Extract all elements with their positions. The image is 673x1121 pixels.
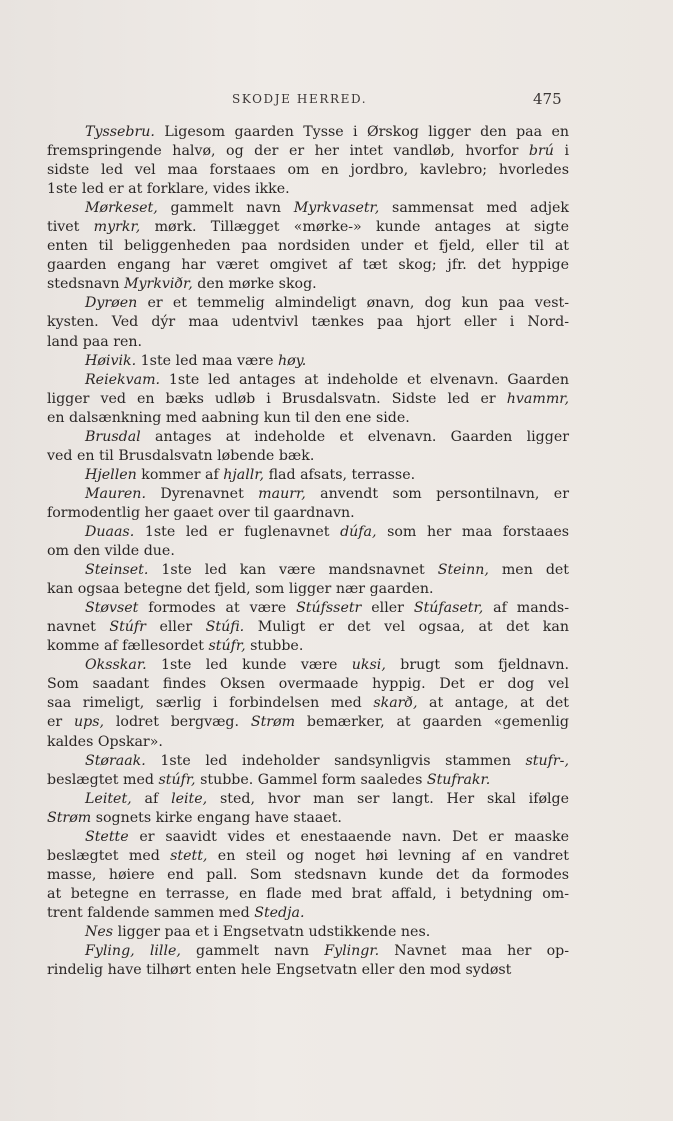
- text-line: [47, 942, 569, 961]
- italic-term: Stufrakr.: [426, 771, 491, 788]
- italic-term: Stúfi.: [205, 619, 245, 636]
- text-run: enten til beliggenheden paa nordsiden under et fjeld, eller til at: [47, 238, 569, 255]
- text-line: [47, 904, 569, 923]
- italic-term: myrkr,: [93, 219, 141, 236]
- text-run: at betegne en terrasse, en flade med brat affald, i betydning om-: [47, 885, 569, 902]
- italic-term: Tyssebru.: [85, 124, 155, 140]
- text-line: [47, 961, 569, 980]
- text-run: er et temmelig almindeligt ønavn, dog kun paa vest-: [137, 295, 569, 312]
- entry-hoivik: [47, 352, 569, 371]
- entry-mauren: [47, 485, 569, 523]
- text-line: [47, 733, 569, 752]
- italic-term: Støvset: [85, 600, 139, 617]
- text-run: masse, høiere end pall. Som stedsnavn kunde det da formodes: [47, 866, 569, 883]
- italic-term: Stúfssetr: [296, 600, 362, 617]
- italic-term: maurr,: [258, 485, 306, 502]
- text-run: komme af fællesordet: [47, 638, 209, 655]
- text-line: [47, 847, 569, 866]
- text-run: beslægtet med: [47, 847, 171, 864]
- italic-term: brú: [528, 143, 554, 160]
- text-line: [47, 313, 569, 332]
- text-run: lodret bergvæg.: [104, 714, 251, 731]
- text-line: [47, 713, 569, 732]
- text-line: [47, 123, 569, 142]
- entry-steinset: [47, 561, 569, 599]
- italic-term: Myrkvasetr,: [293, 200, 380, 217]
- text-run: som her maa forstaaes: [376, 523, 569, 540]
- page-header: [0, 88, 673, 110]
- text-run: flad afsats, terrasse.: [264, 466, 416, 483]
- text-run: eller: [145, 619, 206, 636]
- text-run: stedsnavn: [47, 276, 124, 293]
- text-line: [47, 580, 569, 599]
- text-run: gaarden engang har været omgivet af tæt skog; jfr. det hyppige: [47, 257, 569, 274]
- text-run: kysten. Ved dýr maa udentvivl tænkes paa hjort eller i Nord-: [47, 314, 569, 331]
- text-run: sammensat med adjek: [379, 200, 569, 217]
- italic-term: Fylingr.: [324, 943, 380, 960]
- text-line: [47, 618, 569, 637]
- italic-term: ups,: [74, 714, 105, 731]
- text-run: Som saadant findes Oksen overmaade hyppig. Det er dog vel: [47, 676, 569, 693]
- text-line: [47, 542, 569, 561]
- text-line: [47, 371, 569, 390]
- text-run: stubbe.: [245, 638, 304, 655]
- text-run: kan ogsaa betegne det fjeld, som ligger nær gaarden.: [47, 581, 434, 598]
- text-line: [47, 485, 569, 504]
- italic-term: Stúfr: [109, 619, 146, 636]
- italic-term: Stúfasetr,: [413, 600, 484, 617]
- entry-dyroen: [47, 294, 569, 351]
- italic-term: hvammr,: [506, 390, 569, 407]
- text-run: 1ste led kan være mandsnavnet: [148, 562, 438, 579]
- entry-tyssebru: [47, 123, 569, 199]
- italic-term: stufr-,: [525, 752, 569, 769]
- text-run: 1ste led indeholder sandsynligvis stammen: [145, 752, 526, 769]
- text-line: [47, 237, 569, 256]
- italic-term: hjallr,: [223, 466, 265, 483]
- page-number: 475: [533, 90, 562, 108]
- text-line: [47, 523, 569, 542]
- text-run: brugt som fjeldnavn.: [385, 657, 569, 674]
- text-run: tivet: [47, 219, 94, 236]
- italic-term: Myrkviðr,: [124, 276, 193, 293]
- text-line: [47, 352, 569, 371]
- text-run: 1ste led antages at indeholde et elvenavn. Gaarden: [160, 371, 569, 388]
- text-line: [47, 333, 569, 352]
- text-line: [47, 675, 569, 694]
- text-line: [47, 447, 569, 466]
- text-line: [47, 809, 569, 828]
- text-line: [47, 390, 569, 409]
- text-line: [47, 504, 569, 523]
- entry-hjellen: [47, 466, 569, 485]
- text-line: [47, 466, 569, 485]
- text-run: beslægtet med: [47, 771, 159, 788]
- italic-term: Mørkeset,: [85, 200, 158, 217]
- text-line: [47, 142, 569, 161]
- entry-storaak: [47, 752, 569, 790]
- text-line: [47, 828, 569, 847]
- running-title: SKODJE HERRED.: [232, 92, 368, 106]
- text-line: [47, 218, 569, 237]
- text-line: [47, 409, 569, 428]
- text-run: land paa ren.: [47, 333, 143, 350]
- entry-morkeset: [47, 199, 569, 294]
- text-run: af: [131, 790, 172, 807]
- text-run: Ligesom gaarden Tysse i Ørskog ligger den paa en: [154, 124, 569, 140]
- text-line: [47, 656, 569, 675]
- text-line: [47, 790, 569, 809]
- text-line: [47, 294, 569, 313]
- text-line: [47, 771, 569, 790]
- text-run: gammelt navn: [157, 200, 294, 217]
- italic-term: stúfr,: [208, 638, 246, 655]
- italic-term: Stedja.: [254, 904, 305, 921]
- text-run: om den vilde due.: [47, 543, 175, 560]
- text-line: [47, 561, 569, 580]
- entry-fyling: [47, 942, 569, 980]
- italic-term: Leitet,: [85, 790, 132, 807]
- italic-term: Strøm: [250, 714, 296, 731]
- entry-stovset: [47, 599, 569, 656]
- italic-term: Stette: [85, 828, 129, 845]
- text-run: kaldes Opskar».: [47, 733, 163, 750]
- italic-term: Oksskar.: [85, 657, 147, 674]
- text-run: 1ste led kunde være: [146, 657, 352, 674]
- text-line: [47, 180, 569, 199]
- text-run: af mands-: [483, 600, 569, 617]
- italic-term: Dyrøen: [85, 295, 138, 312]
- entry-brusdal: [47, 428, 569, 466]
- text-run: 1ste led er at forklare, vides ikke.: [47, 181, 290, 198]
- text-run: anvendt som persontilnavn, er: [305, 485, 569, 502]
- text-run: sidste led vel maa forstaaes om en jordbro, kavlebro; hvorledes: [47, 162, 569, 179]
- text-line: [47, 199, 569, 218]
- entry-stette: [47, 828, 569, 923]
- text-run: en steil og noget høi levning af en vandret: [207, 847, 569, 864]
- text-line: [47, 866, 569, 885]
- italic-term: Fyling, lille,: [85, 943, 181, 960]
- text-line: [47, 923, 569, 942]
- italic-term: stett,: [170, 847, 208, 864]
- italic-term: Duaas.: [85, 523, 135, 540]
- text-run: 1ste led er fuglenavnet: [134, 523, 341, 540]
- text-run: men det: [488, 562, 569, 579]
- text-run: er: [47, 714, 75, 731]
- text-run: gammelt navn: [180, 943, 325, 960]
- text-run: ligger paa et i Engsetvatn udstikkende nes.: [113, 923, 431, 940]
- text-run: saa rimeligt, særlig i forbindelsen med: [47, 695, 374, 712]
- text-run: rindelig have tilhørt enten hele Engsetvatn eller den mod sydøst: [47, 962, 512, 979]
- text-run: er saavidt vides et enestaaende navn. Det er maaske: [128, 828, 569, 845]
- text-run: i: [553, 143, 569, 160]
- italic-term: Steinn,: [437, 562, 489, 579]
- text-run: mørk. Tillægget «mørke-» kunde antages at sigte: [140, 219, 569, 236]
- text-run: Muligt er det vel ogsaa, at det kan: [244, 619, 570, 636]
- text-run: stubbe. Gammel form saaledes: [195, 771, 427, 788]
- text-run: eller: [361, 600, 414, 617]
- text-line: [47, 752, 569, 771]
- italic-term: leite,: [171, 790, 208, 807]
- text-line: [47, 694, 569, 713]
- text-run: ved en til Brusdalsvatn løbende bæk.: [47, 447, 315, 464]
- text-line: [47, 275, 569, 294]
- text-line: [47, 256, 569, 275]
- entry-nes: [47, 923, 569, 942]
- text-run: en dalsænkning med aabning kun til den ene side.: [47, 409, 410, 426]
- italic-term: skarð,: [373, 695, 418, 712]
- text-run: kommer af: [136, 466, 224, 483]
- text-run: formodes at være: [138, 600, 297, 617]
- text-run: antages at indeholde et elvenavn. Gaarden ligger: [140, 428, 569, 445]
- text-run: navnet: [47, 619, 110, 636]
- italic-term: Steinset.: [85, 562, 149, 579]
- text-line: [47, 428, 569, 447]
- text-run: sted, hvor man ser langt. Her skal ifølge: [207, 790, 569, 807]
- text-line: [47, 161, 569, 180]
- italic-term: Reiekvam.: [85, 371, 161, 388]
- italic-term: uksi,: [351, 657, 386, 674]
- italic-term: Mauren.: [85, 485, 146, 502]
- italic-term: Strøm: [47, 809, 92, 826]
- text-line: [47, 599, 569, 618]
- entry-reiekvam: [47, 371, 569, 428]
- italic-term: dúfa,: [340, 523, 377, 540]
- italic-term: Høivik.: [85, 352, 137, 369]
- text-run: 1ste led maa være: [136, 352, 278, 369]
- page-body: [47, 123, 569, 980]
- text-run: Navnet maa her op-: [379, 943, 569, 960]
- italic-term: Hjellen: [85, 466, 137, 483]
- text-run: ligger ved en bæks udløb i Brusdalsvatn. Sidste led er: [47, 390, 507, 407]
- italic-term: Brusdal: [85, 428, 141, 445]
- text-line: [47, 637, 569, 656]
- italic-term: høy.: [278, 352, 307, 369]
- text-run: fremspringende halvø, og der er her intet vandløb, hvorfor: [47, 143, 529, 160]
- text-run: bemærker, at gaarden «gemenlig: [295, 714, 569, 731]
- text-line: [47, 885, 569, 904]
- text-run: at antage, at det: [417, 695, 569, 712]
- entry-duaas: [47, 523, 569, 561]
- italic-term: stúfr,: [158, 771, 196, 788]
- entry-leitet: [47, 790, 569, 828]
- text-run: sognets kirke engang have staaet.: [91, 809, 342, 826]
- text-run: Dyrenavnet: [145, 485, 259, 502]
- italic-term: Støraak.: [85, 752, 146, 769]
- text-run: formodentlig her gaaet over til gaardnavn.: [47, 504, 355, 521]
- entry-oksskar: [47, 656, 569, 751]
- text-run: den mørke skog.: [192, 276, 317, 293]
- italic-term: Nes: [85, 923, 114, 940]
- text-run: trent faldende sammen med: [47, 904, 255, 921]
